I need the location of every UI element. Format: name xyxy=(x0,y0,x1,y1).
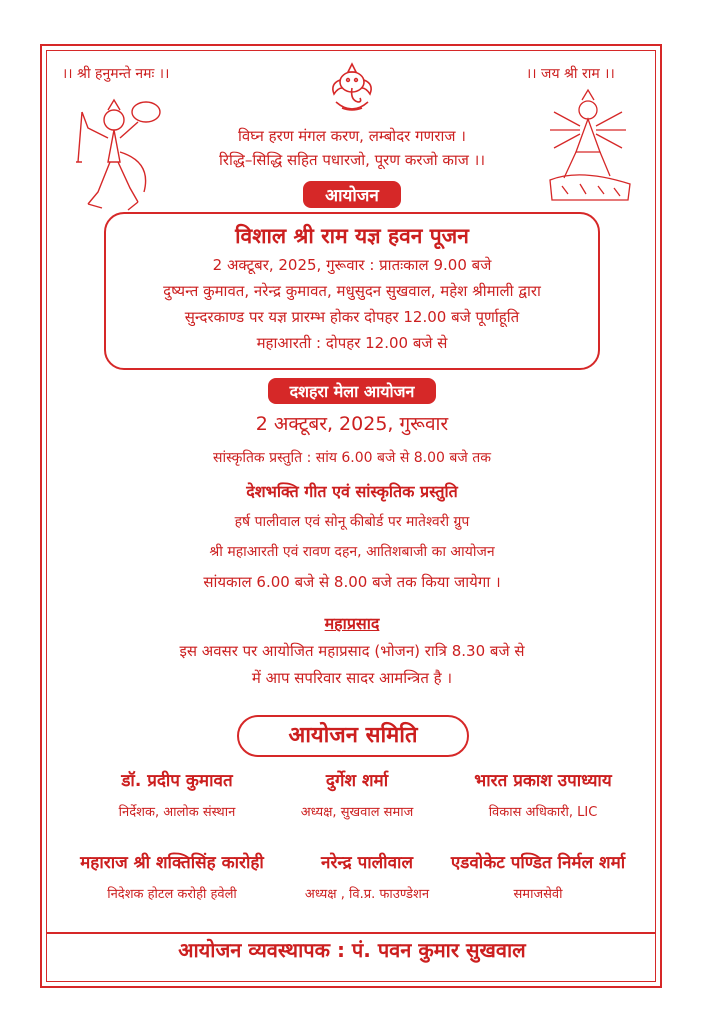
prasad-heading: महाप्रसाद xyxy=(324,614,380,633)
member-name: भारत प्रकाश उपाध्याय xyxy=(474,771,612,791)
event1-line-2: दुष्यन्त कुमावत, नरेन्द्र कुमावत, मधुसुदन सुखवाल, महेश श्रीमाली द्वारा xyxy=(163,282,541,300)
member-name: महाराज श्री शक्तिसिंह कारोही xyxy=(80,853,264,873)
member-role: निर्देशक, आलोक संस्थान xyxy=(118,805,236,820)
event2-line-1: सांस्कृतिक प्रस्तुति : सांय 6.00 बजे से 8.00 बजे तक xyxy=(213,450,491,466)
event1-line-1: 2 अक्टूबर, 2025, गुरूवार : प्रातःकाल 9.00 बजे xyxy=(212,256,492,274)
event1-line-3: सुन्दरकाण्ड पर यज्ञ प्रारम्भ होकर दोपहर 12.00 बजे पूर्णाहूति xyxy=(184,308,520,326)
member-role: विकास अधिकारी, LIC xyxy=(488,805,598,820)
event2-date: 2 अक्टूबर, 2025, गुरूवार xyxy=(255,413,449,435)
mantra-right: ।। जय श्री राम ।। xyxy=(526,66,615,82)
member-role: निदेशक होटल करोही हवेली xyxy=(107,887,237,902)
event1-line-4: महाआरती : दोपहर 12.00 बजे से xyxy=(256,334,448,352)
member-name: नरेन्द्र पालीवाल xyxy=(321,853,413,873)
prasad-line-1: इस अवसर पर आयोजित महाप्रसाद (भोजन) रात्रि 8.30 बजे से xyxy=(179,642,525,660)
event2-label: दशहरा मेला आयोजन xyxy=(268,378,437,404)
doha-line-1: विघ्न हरण मंगल करण, लम्बोदर गणराज । xyxy=(238,127,466,145)
event1-label: आयोजन xyxy=(303,181,401,208)
mantra-left: ।। श्री हनुमन्ते नमः ।। xyxy=(62,66,170,82)
event1-title: विशाल श्री राम यज्ञ हवन पूजन xyxy=(235,224,469,248)
member-name: डॉ. प्रदीप कुमावत xyxy=(121,771,233,791)
organizer-footer: आयोजन व्यवस्थापक : पं. पवन कुमार सुखवाल xyxy=(178,938,526,962)
member-name: दुर्गेश शर्मा xyxy=(325,771,389,791)
footer-divider xyxy=(46,932,656,934)
doha-line-2: रिद्धि–सिद्धि सहित पधारजो, पूरण करजो काज ।। xyxy=(218,151,486,169)
member-role: अध्यक्ष, सुखवाल समाज xyxy=(300,805,414,820)
member-role: समाजसेवी xyxy=(513,887,563,902)
ganesha-icon xyxy=(322,58,382,118)
event2-line-5: सांयकाल 6.00 बजे से 8.00 बजे तक किया जायेगा । xyxy=(203,573,501,591)
event2-line-3: हर्ष पालीवाल एवं सोनू कीबोर्ड पर मातेश्वरी ग्रुप xyxy=(234,514,470,530)
committee-heading: आयोजन समिति xyxy=(237,715,469,757)
event2-line-4: श्री महाआरती एवं रावण दहन, आतिशबाजी का आयोजन xyxy=(209,544,495,560)
prasad-line-2: में आप सपरिवार सादर आमन्त्रित है । xyxy=(251,669,453,687)
event2-line-2: देशभक्ति गीत एवं सांस्कृतिक प्रस्तुति xyxy=(246,482,458,501)
member-role: अध्यक्ष , वि.प्र. फाउण्डेशन xyxy=(304,887,430,902)
member-name: एडवोकेट पण्डित निर्मल शर्मा xyxy=(450,853,626,873)
